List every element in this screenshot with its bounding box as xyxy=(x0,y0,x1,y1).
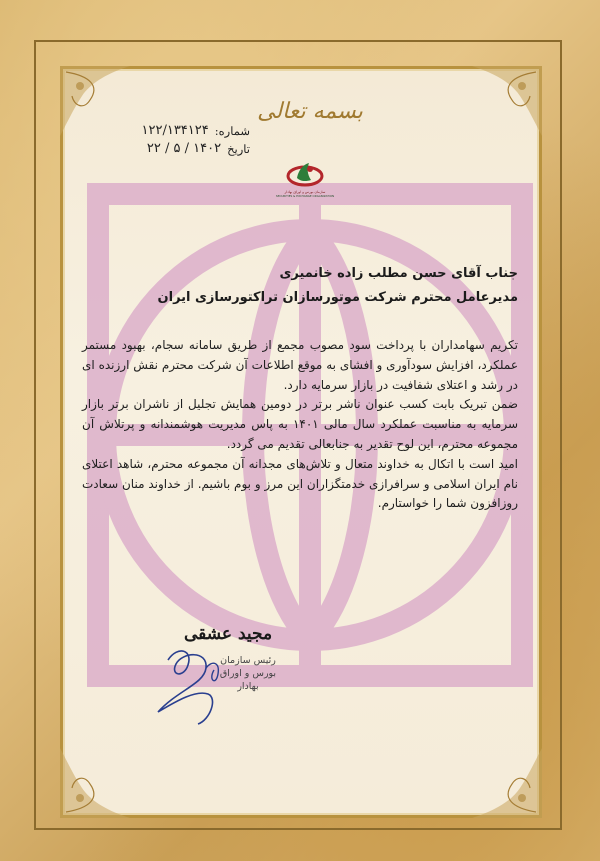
number-value: ۱۲۲/۱۳۴۱۲۴ xyxy=(141,123,209,138)
date-row xyxy=(80,140,250,158)
recipient-name: جناب آقای حسن مطلب زاده خانمیری xyxy=(279,266,518,281)
letter-meta xyxy=(80,122,250,158)
recipient-position: مدیرعامل محترم شرکت موتورسازان تراکتورسازی ایران xyxy=(157,290,518,305)
corner-ornament-icon xyxy=(472,66,542,136)
date-label: تاریخ xyxy=(227,142,250,156)
basmala-calligraphy xyxy=(250,92,370,128)
number-row xyxy=(80,122,250,140)
signatory-name: مجید عشقی xyxy=(184,624,273,644)
corner-ornament-icon xyxy=(60,748,130,818)
logo-name-fa: سازمان بورس و اوراق بهادار xyxy=(284,190,326,194)
signature-block xyxy=(148,620,288,730)
body-paragraph: تکریم سهامداران با پرداخت سود مصوب مجمع از طریق سامانه سجام، بهبود مستمر عملکرد، افزایش سودآوری و افشای به موقع اطلاعات آن شرکت محترم نقش ارزنده ای در رشد و اعتلای شفافیت در بازار سرمایه دارد. xyxy=(82,338,518,392)
svg-text:بسمه تعالی: بسمه تعالی xyxy=(257,99,363,124)
body-paragraph: ضمن تبریک بابت کسب عنوان ناشر برتر در دومین همایش تجلیل از ناشران برتر بازار سرمایه به مناسبت عملکرد سال مالی ۱۴۰۱ به پاس مدیریت هوشمندانه و پرتلاش آن مجموعه محترم، این لوح تقدیر به جنابعالی تقدیم می گردد. xyxy=(82,397,518,451)
date-value: ۱۴۰۲ / ۵ / ۲۲ xyxy=(146,141,222,156)
signatory-title-line: رئیس سازمان xyxy=(220,655,276,666)
letter-body xyxy=(82,336,518,514)
signatory-title-line: بورس و اوراق بهادار xyxy=(219,668,277,692)
body-paragraph: امید است با اتکال به خداوند متعال و تلاش‌های مجدانه آن مجموعه محترم، شاهد اعتلای نام ایران اسلامی و سرافرازی خدمتگزاران این مرز و بوم باشیم. از خداوند منان سعادت روزافزون شما را خواستارم. xyxy=(82,456,518,511)
corner-ornament-icon xyxy=(472,748,542,818)
signatory-title xyxy=(208,654,288,693)
seo-logo-icon xyxy=(285,160,325,190)
number-label: شماره: xyxy=(214,124,250,138)
logo-name-en: SECURITIES & EXCHANGE ORGANIZATION xyxy=(275,194,335,198)
recipient-block xyxy=(98,262,518,310)
organization-logo xyxy=(270,160,340,206)
